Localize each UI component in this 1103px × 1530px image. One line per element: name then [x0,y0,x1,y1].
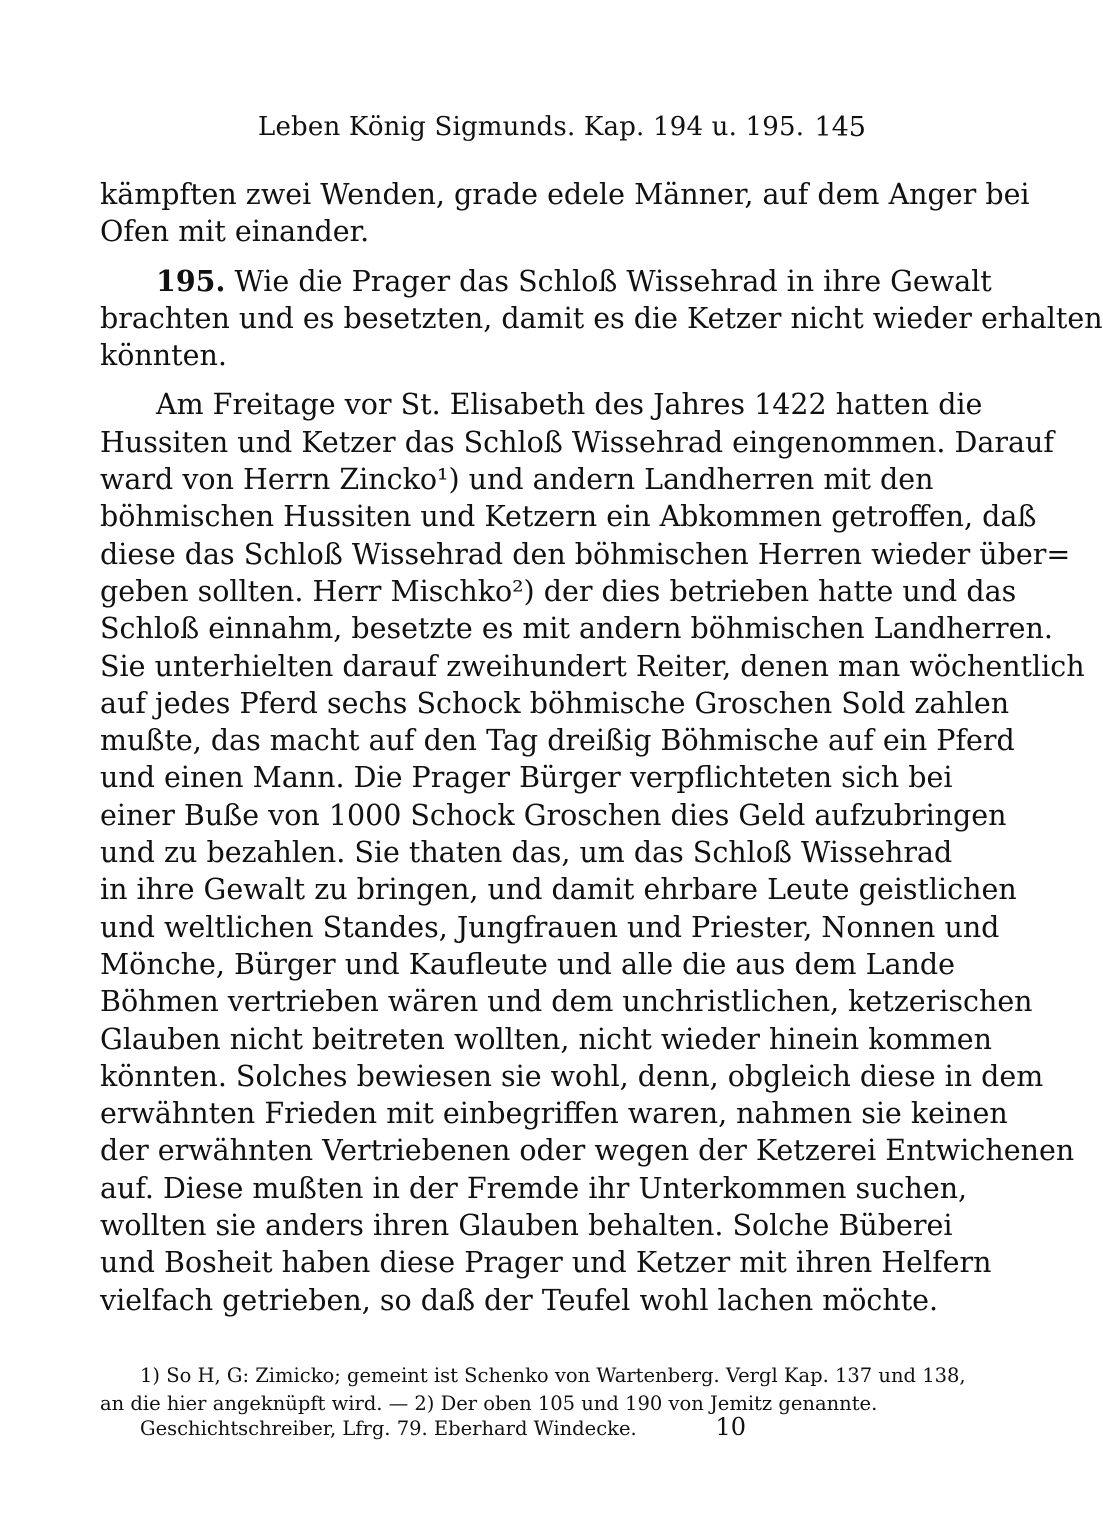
chapter-paragraph [100,386,1085,1318]
text-line: kämpften zwei Wenden, grade edele Männer, auf dem Anger bei [100,178,1030,211]
text-line: Böhmen vertrieben wären und dem unchristlichen, ketzerischen [100,985,1033,1019]
chapter-title-line: könnten. [100,339,227,373]
signature-text: Geschichtschreiber, Lfrg. 79. Eberhard Windecke. [140,1417,637,1440]
text-line: Glauben nicht beitreten wollten, nicht wieder hinein kommen [100,1022,992,1056]
chapter-title-line: Wie die Prager das Schloß Wissehrad in ihre Gewalt [234,264,992,298]
body-text [100,176,1103,1319]
text-line: diese das Schloß Wissehrad den böhmischen Herren wieder über= [100,537,1071,571]
text-line: Mönche, Bürger und Kaufleute und alle die aus dem Lande [100,947,956,981]
text-line: einer Buße von 1000 Schock Groschen dies Geld aufzubringen [100,798,1007,832]
text-line: erwähnten Frieden mit einbegriffen waren, nahmen sie keinen [100,1097,1008,1131]
text-line: Am Freitage vor St. Elisabeth des Jahres 1422 hatten die [156,388,983,422]
running-title: Leben König Sigmunds. Kap. 194 u. 195. [258,112,805,142]
signature-line [140,1413,760,1447]
text-line: Ofen mit einander. [100,215,370,249]
text-line: und Bosheit haben diese Prager und Ketzer mit ihren Helfern [100,1246,992,1280]
text-line: Hussiten und Ketzer das Schloß Wissehrad eingenommen. Darauf [100,425,1054,459]
text-line: wollten sie anders ihren Glauben behalten. Solche Büberei [100,1209,953,1243]
text-line: böhmischen Hussiten und Ketzern ein Abkommen getroffen, daß [100,500,1037,534]
spacer [100,251,866,263]
page-number: 145 [814,112,866,143]
text-line: und einen Mann. Die Prager Bürger verpflichteten sich bei [100,761,953,795]
chapter-heading [100,263,1103,375]
footnote-line: an die hier angeknüpft wird. — 2) Der oben 105 und 190 von Jemitz genannte. [100,1392,878,1415]
text-line: der erwähnten Vertriebenen oder wegen der Ketzerei Entwichenen [100,1134,1075,1168]
text-line: Sie unterhielten darauf zweihundert Reiter, denen man wöchentlich [100,649,1085,683]
footnote-line: 1) So H, G: Zimicko; gemeint ist Schenko von Wartenberg. Vergl Kap. 137 und 138, [140,1364,966,1387]
chapter-title-line: brachten und es besetzten, damit es die Ketzer nicht wieder erhalten [100,301,1103,335]
text-line: und weltlichen Standes, Jungfrauen und Priester, Nonnen und [100,910,1000,944]
spacer [100,374,866,386]
text-line: in ihre Gewalt zu bringen, und damit ehrbare Leute geistlichen [100,873,1017,907]
text-line: auf. Diese mußten in der Fremde ihr Unterkommen suchen, [100,1171,968,1205]
chapter-heading-line [100,263,992,300]
text-line: Schloß einnahm, besetzte es mit andern böhmischen Landherren. [100,612,1053,646]
text-line: vielfach getrieben, so daß der Teufel wohl lachen möchte. [100,1283,939,1317]
text-line: und zu bezahlen. Sie thaten das, um das Schloß Wissehrad [100,836,953,870]
signature-mark: 10 [715,1413,746,1441]
text-line: könnten. Solches bewiesen sie wohl, denn, obgleich diese in dem [100,1059,1044,1093]
text-line: geben sollten. Herr Mischko²) der dies betrieben hatte und das [100,574,1017,608]
text-line: ward von Herrn Zincko¹) und andern Landherren mit den [100,463,934,497]
chapter-number: 195. [156,263,226,298]
text-line: mußte, das macht auf den Tag dreißig Böhmische auf ein Pferd [100,724,1015,758]
text-line: auf jedes Pferd sechs Schock böhmische Groschen Sold zahlen [100,686,1010,720]
footnotes [100,1362,966,1418]
running-head [100,112,866,152]
